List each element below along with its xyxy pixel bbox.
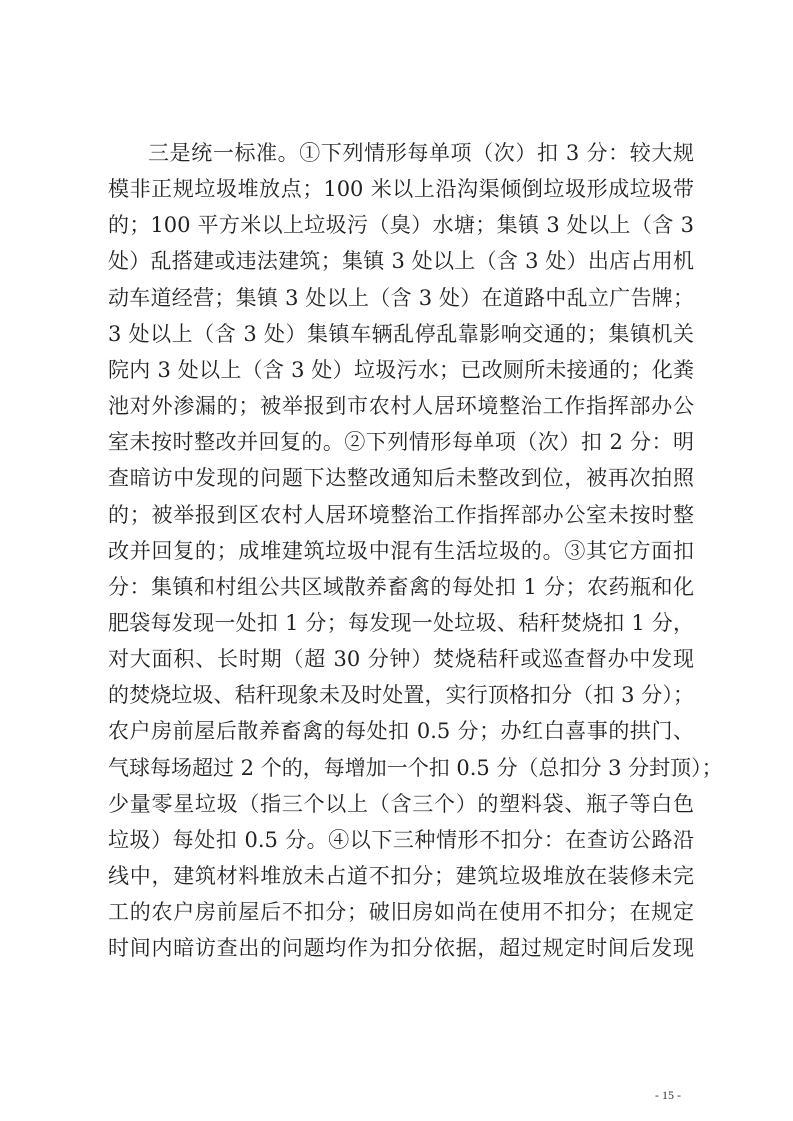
paragraph-line: 查暗访中发现的问题下达整改通知后未整改到位，被再次拍照 [108,466,694,491]
paragraph-line: 时间内暗访查出的问题均作为扣分依据，超过规定时间后发现 [108,936,694,961]
paragraph-line: 线中，建筑材料堆放未占道不扣分；建筑垃圾堆放在装修未完 [108,864,694,888]
paragraph-line: 肥袋每发现一处扣 1 分；每发现一处垃圾、秸秆焚烧扣 1 分， [108,610,694,635]
paragraph-line: 垃圾）每处扣 0.5 分。④以下三种情形不扣分：在查访公路沿 [108,827,694,852]
paragraph-line: 少量零星垃圾（指三个以上（含三个）的塑料袋、瓶子等白色 [108,791,694,816]
paragraph-line: 农户房前屋后散养畜禽的每处扣 0.5 分；办红白喜事的拱门、 [108,719,694,744]
paragraph-line: 气球每场超过 2 个的，每增加一个扣 0.5 分（总扣分 3 分封顶）； [108,755,723,780]
paragraph-line: 处）乱搭建或违法建筑；集镇 3 处以上（含 3 处）出店占用机 [108,249,694,274]
paragraph-line: 动车道经营；集镇 3 处以上（含 3 处）在道路中乱立广告牌； [108,285,694,310]
paragraph-line: 室未按时整改并回复的。②下列情形每单项（次）扣 2 分：明 [108,430,694,455]
paragraph-line: 院内 3 处以上（含 3 处）垃圾污水；已改厕所未接通的；化粪 [108,357,694,382]
paragraph-line: 改并回复的；成堆建筑垃圾中混有生活垃圾的。③其它方面扣 [108,538,694,563]
paragraph-line: 工的农户房前屋后不扣分；破旧房如尚在使用不扣分；在规定 [108,900,694,925]
page-number: - 15 - [655,1088,681,1102]
paragraph-line: 分：集镇和村组公共区域散养畜禽的每处扣 1 分；农药瓶和化 [108,574,694,599]
paragraph-line: 的；被举报到区农村人居环境整治工作指挥部办公室未按时整 [108,502,694,527]
paragraph-first-line: 三是统一标准。①下列情形每单项（次）扣 3 分：较大规 [148,141,694,165]
paragraph-line: 3 处以上（含 3 处）集镇车辆乱停乱靠影响交通的；集镇机关 [108,321,694,346]
paragraph-line: 模非正规垃圾堆放点；100 米以上沿沟渠倾倒垃圾形成垃圾带 [108,177,694,202]
paragraph-line: 的焚烧垃圾、秸秆现象未及时处置，实行顶格扣分（扣 3 分）； [108,683,694,708]
paragraph-line: 的；100 平方米以上垃圾污（臭）水塘；集镇 3 处以上（含 3 [108,213,694,238]
paragraph-line: 池对外渗漏的；被举报到市农村人居环境整治工作指挥部办公 [108,394,694,419]
paragraph-line: 对大面积、长时期（超 30 分钟）焚烧秸秆或巡查督办中发现 [108,647,694,672]
